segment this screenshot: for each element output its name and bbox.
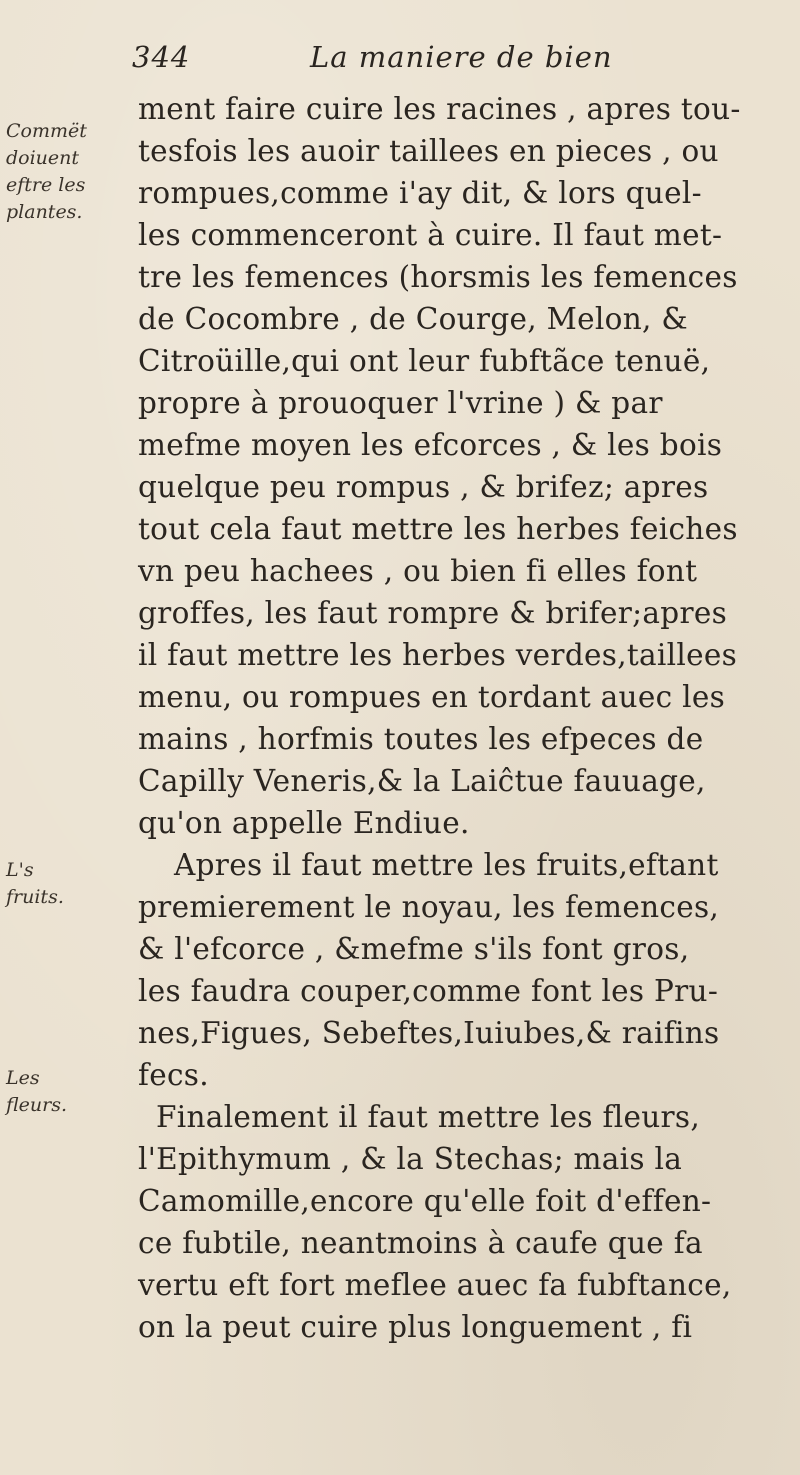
text-line: de Cocombre , de Courge, Melon, & (138, 302, 688, 336)
text-line: menu, ou rompues en tordant auec les (138, 680, 726, 714)
margin-note-line: fruits. (6, 886, 64, 908)
text-line: les faudra couper,comme font les Pru- (138, 974, 719, 1008)
margin-note-line: fleurs. (6, 1094, 68, 1116)
body-text (138, 88, 758, 1348)
margin-note-flowers (6, 1065, 116, 1119)
text-line: on la peut cuire plus longuement , fi (138, 1310, 693, 1344)
text-line: les commenceront à cuire. Il faut met- (138, 218, 723, 252)
margin-note-line: Commët (6, 120, 87, 142)
page-header (132, 40, 732, 92)
text-line: propre à prouoquer l'vrine ) & par (138, 386, 663, 420)
text-line: mains , horfmis toutes les efpeces de (138, 722, 704, 756)
margin-note-line: Les (6, 1067, 40, 1089)
text-line: quelque peu rompus , & brifez; apres (138, 470, 709, 504)
text-line: & l'efcorce , &mefme s'ils font gros, (138, 932, 690, 966)
page-number: 344 (132, 40, 191, 74)
running-head: La maniere de bien (310, 40, 613, 74)
text-line: Capilly Veneris,& la Laiĉtue fauuage, (138, 764, 706, 798)
margin-note-fruits (6, 857, 116, 911)
text-line: nes,Figues, Sebeftes,Iuiubes,& raifins (138, 1016, 720, 1050)
text-line: Citroüille,qui ont leur fubftãce tenuë, (138, 344, 711, 378)
text-line: il faut mettre les herbes verdes,taillees (138, 638, 738, 672)
text-line: tout cela faut mettre les herbes feiches (138, 512, 738, 546)
text-line: groffes, les faut rompre & brifer;apres (138, 596, 728, 630)
text-line: Finalement il faut mettre les fleurs, (156, 1100, 701, 1134)
text-line: l'Epithymum , & la Stechas; mais la (138, 1142, 683, 1176)
text-line: qu'on appelle Endiue. (138, 806, 470, 840)
text-line: Camomille,encore qu'elle foit d'effen- (138, 1184, 712, 1218)
text-line: fecs. (138, 1058, 209, 1092)
text-line: rompues,comme i'ay dit, & lors quel- (138, 176, 702, 210)
text-line: vn peu hachees , ou bien fi elles font (138, 554, 698, 588)
text-line: tre les femences (horsmis les femences (138, 260, 738, 294)
text-line: Apres il faut mettre les fruits,eftant (174, 848, 719, 882)
text-line: premierement le noyau, les femences, (138, 890, 720, 924)
text-line: mefme moyen les efcorces , & les bois (138, 428, 723, 462)
margin-note-line: plantes. (6, 201, 83, 223)
margin-note-plants (6, 118, 116, 226)
margin-note-line: L's (6, 859, 34, 881)
margin-note-line: eftre les (6, 174, 86, 196)
text-line: vertu eft fort meflee auec fa fubftance, (138, 1268, 732, 1302)
text-line: ce fubtile, neantmoins à caufe que fa (138, 1226, 703, 1260)
margin-note-line: doiuent (6, 147, 80, 169)
text-line: ment faire cuire les racines , apres tou- (138, 92, 741, 126)
text-line: tesfois les auoir taillees en pieces , ou (138, 134, 719, 168)
